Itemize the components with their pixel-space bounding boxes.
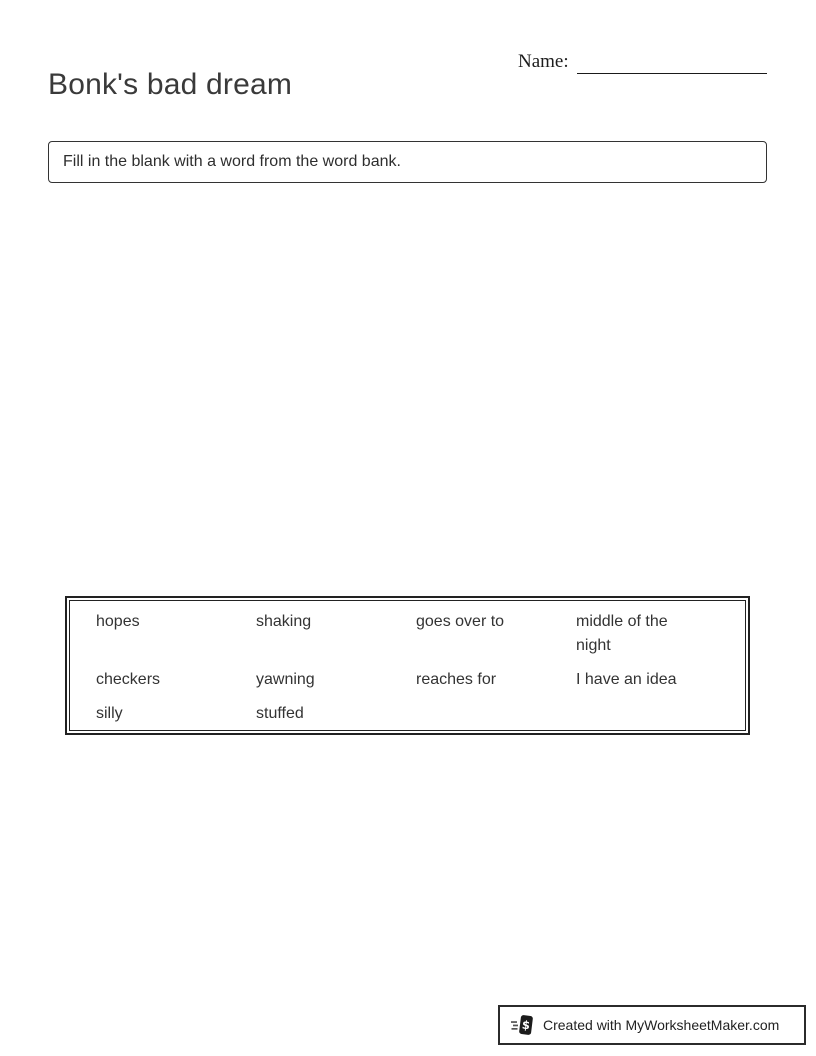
word-bank-item: middle of the night bbox=[576, 613, 668, 654]
word-bank-item: goes over to bbox=[416, 613, 505, 630]
name-label: Name: bbox=[518, 51, 569, 72]
credit-badge[interactable] bbox=[498, 1005, 806, 1045]
instruction-text: Fill in the blank with a word from the word bank. bbox=[63, 153, 401, 170]
word-bank-item: stuffed bbox=[256, 705, 304, 722]
page-title: Bonk's bad dream bbox=[48, 68, 293, 102]
word-bank-item: hopes bbox=[96, 613, 140, 630]
name-field bbox=[518, 50, 767, 74]
instruction-box bbox=[48, 141, 767, 183]
word-bank-item: silly bbox=[96, 705, 123, 722]
word-bank-grid bbox=[96, 610, 737, 726]
svg-text:$: $ bbox=[521, 1017, 531, 1033]
myworksheetmaker-logo-icon bbox=[510, 1012, 536, 1038]
credit-text: Created with MyWorksheetMaker.com bbox=[543, 1017, 780, 1033]
word-bank-item: shaking bbox=[256, 613, 312, 630]
word-bank-inner-border bbox=[69, 600, 746, 731]
word-bank-item: I have an idea bbox=[576, 671, 677, 688]
word-bank-item: yawning bbox=[256, 671, 315, 688]
word-bank-item: reaches for bbox=[416, 671, 497, 688]
word-bank-item: checkers bbox=[96, 671, 161, 688]
word-bank bbox=[65, 596, 750, 735]
name-blank-line[interactable] bbox=[577, 51, 767, 74]
